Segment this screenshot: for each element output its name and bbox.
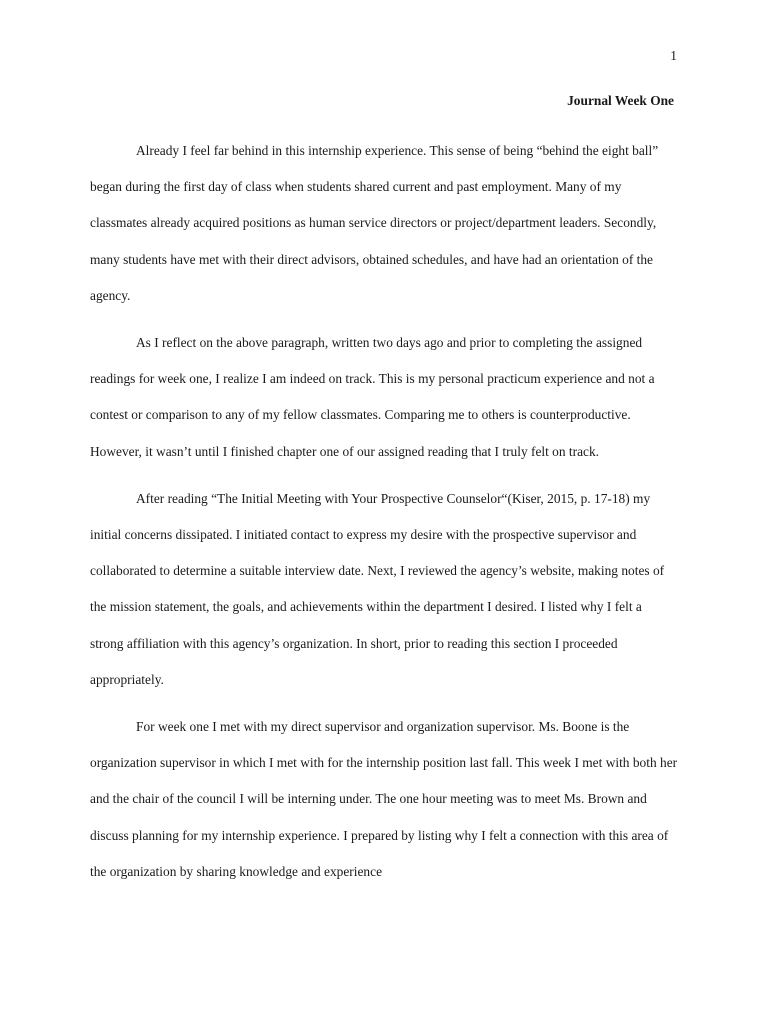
paragraph-4: For week one I met with my direct supervisor and organization supervisor. Ms. Boone is the organization supervisor in which I met with for the internship position last fall. This week I met with both her and the chair of the council I will be interning under. The one hour meeting was to meet Ms. Brown and discuss planning for my internship experience. I prepared by listing why I felt a connection with this area of the organization by sharing knowledge and experience	[90, 719, 678, 879]
page-title: Journal Week One	[567, 93, 674, 108]
page-number: 1	[670, 48, 677, 63]
document-body	[90, 133, 678, 890]
paragraph-1: Already I feel far behind in this internship experience. This sense of being “behind the eight ball” began during the first day of class when students shared current and past employment. Many of my classmates already acquired positions as human service directors or project/department leaders. Secondly, many students have met with their direct advisors, obtained schedules, and have had an orientation of the agency.	[90, 143, 659, 303]
paragraph-3: After reading “The Initial Meeting with Your Prospective Counselor“(Kiser, 2015, p. 17-18) my initial concerns dissipated. I initiated contact to express my desire with the prospective supervisor and collaborated to determine a suitable interview date. Next, I reviewed the agency’s website, making notes of the mission statement, the goals, and achievements within the department I desired. I listed why I felt a strong affiliation with this agency’s organization. In short, prior to reading this section I proceeded appropriately.	[90, 490, 665, 687]
paragraph-2: As I reflect on the above paragraph, written two days ago and prior to completing the assigned readings for week one, I realize I am indeed on track. This is my personal practicum experience and not a contest or comparison to any of my fellow classmates. Comparing me to others is counterproductive. However, it wasn’t until I finished chapter one of our assigned reading that I truly felt on track.	[90, 335, 655, 459]
